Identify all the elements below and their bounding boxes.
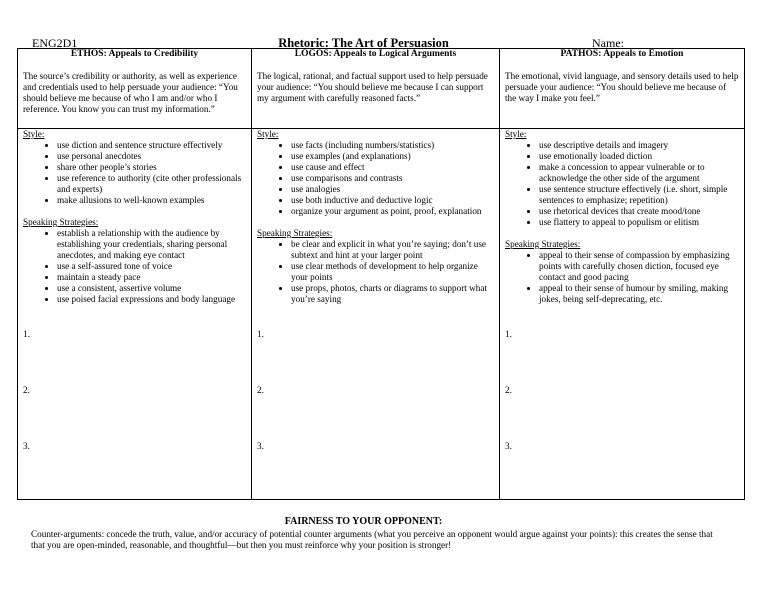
list-item: • use reference to authority (cite other professionals and experts): [57, 173, 246, 195]
list-item: • establish a relationship with the audience by establishing your credentials, sharing personal anecdotes, and making eye contact: [57, 228, 246, 261]
page-title: Rhetoric: The Art of Persuasion: [278, 36, 449, 50]
logos-style-list: [257, 140, 494, 217]
ethos-description: The source’s credibility or authority, as well as experience and credentials used to help persuade your audience: “You should believe me because of who I am and/or who I reference. You know you can trust my information.”: [23, 71, 238, 114]
list-item: • use analogies: [291, 184, 494, 195]
ethos-body-cell: [18, 129, 252, 500]
list-item: • use diction and sentence structure effectively: [57, 140, 246, 151]
logos-strategies-label: Speaking Strategies:: [257, 228, 333, 238]
list-item: • use a self-assured tone of voice: [57, 261, 246, 272]
list-item: • use cause and effect: [291, 162, 494, 173]
answer-number-3: 3.: [505, 441, 512, 451]
pathos-strategies-list: [505, 250, 739, 305]
list-item: • appeal to their sense of humour by smiling, making jokes, being self-deprecating, etc.: [539, 283, 739, 305]
list-item: • be clear and explicit in what you’re saying; don’t use subtext and hint at your larger point: [291, 239, 494, 261]
list-item: • share other people’s stories: [57, 162, 246, 173]
list-item: • make allusions to well-known examples: [57, 195, 246, 206]
list-item: • use descriptive details and imagery: [539, 140, 739, 151]
answer-number-2: 2.: [505, 385, 512, 395]
ethos-heading: ETHOS: Appeals to Credibility: [70, 49, 199, 59]
logos-header-cell: [252, 49, 500, 129]
ethos-strategies-label: Speaking Strategies:: [23, 217, 99, 227]
answer-number-1: 1.: [257, 329, 264, 339]
ethos-style-list: [23, 140, 246, 206]
list-item: • use facts (including numbers/statistics): [291, 140, 494, 151]
logos-description: The logical, rational, and factual support used to help persuade your audience: “You should believe me because I can support my argument with carefully reasoned facts.”: [257, 71, 488, 103]
list-item: • use clear methods of development to help organize your points: [291, 261, 494, 283]
pathos-description: The emotional, vivid language, and sensory details used to help persuade your audience: “You should believe me because of the way I make you feel.”: [505, 71, 739, 103]
list-item: • use sentence structure effectively (i.e. short, simple sentences to emphasize; repetition): [539, 184, 739, 206]
name-label: Name:: [592, 36, 624, 50]
ethos-header-cell: [18, 49, 252, 129]
pathos-style-list: [505, 140, 739, 228]
rhetoric-table: [17, 48, 745, 500]
list-item: • use props, photos, charts or diagrams to support what you’re saying: [291, 283, 494, 305]
pathos-style-label: Style:: [505, 129, 527, 139]
ethos-style-label: Style:: [23, 129, 45, 139]
list-item: • appeal to their sense of compassion by emphasizing points with carefully chosen diction, focused eye contact and good pacing: [539, 250, 739, 283]
list-item: • make a concession to appear vulnerable or to acknowledge the other side of the argument: [539, 162, 739, 184]
logos-strategies-list: [257, 239, 494, 305]
list-item: • use a consistent, assertive volume: [57, 283, 246, 294]
list-item: • use personal anecdotes: [57, 151, 246, 162]
pathos-body-cell: [500, 129, 745, 500]
list-item: • maintain a steady pace: [57, 272, 246, 283]
list-item: • organize your argument as point, proof, explanation: [291, 206, 494, 217]
pathos-heading: PATHOS: Appeals to Emotion: [560, 49, 684, 59]
logos-body-cell: [252, 129, 500, 500]
logos-style-label: Style:: [257, 129, 279, 139]
answer-number-3: 3.: [23, 441, 30, 451]
fairness-text: Counter-arguments: concede the truth, value, and/or accuracy of potential counter arguments (what you perceive an opponent would argue against your points): this creates the sense that that you are open-minded, reasonable, and thoughtful—but then you must reinforce why your position is stronger!: [31, 529, 713, 550]
pathos-header-cell: [500, 49, 745, 129]
course-code: ENG2D1: [32, 36, 78, 50]
fairness-heading: FAIRNESS TO YOUR OPPONENT:: [284, 516, 443, 527]
answer-number-2: 2.: [23, 385, 30, 395]
list-item: • use comparisons and contrasts: [291, 173, 494, 184]
list-item: • use rhetorical devices that create mood/tone: [539, 206, 739, 217]
pathos-strategies-label: Speaking Strategies:: [505, 239, 581, 249]
ethos-strategies-list: [23, 228, 246, 305]
list-item: • use both inductive and deductive logic: [291, 195, 494, 206]
answer-number-1: 1.: [23, 329, 30, 339]
answer-number-1: 1.: [505, 329, 512, 339]
list-item: • use examples (and explanations): [291, 151, 494, 162]
list-item: • use emotionally loaded diction: [539, 151, 739, 162]
list-item: • use flattery to appeal to populism or elitism: [539, 217, 739, 228]
logos-heading: LOGOS: Appeals to Logical Arguments: [294, 49, 457, 59]
list-item: • use poised facial expressions and body language: [57, 294, 246, 305]
answer-number-2: 2.: [257, 385, 264, 395]
answer-number-3: 3.: [257, 441, 264, 451]
